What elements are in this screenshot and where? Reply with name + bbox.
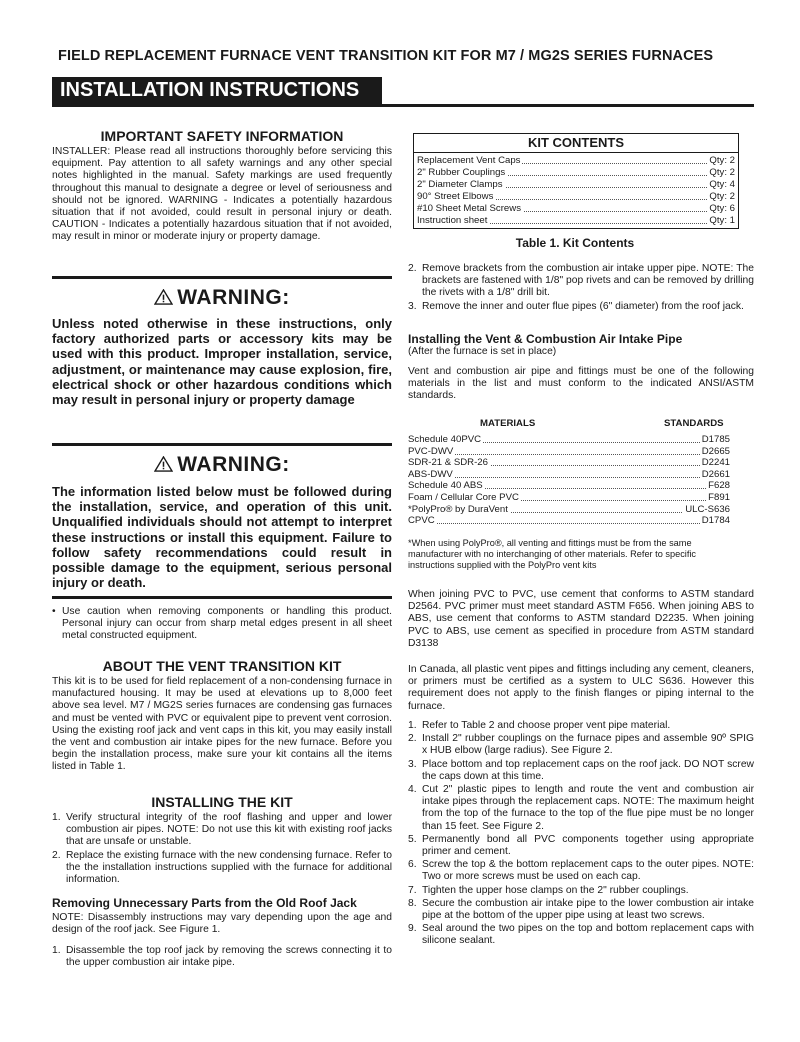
list-item	[408, 898, 754, 922]
material-row	[408, 480, 730, 491]
kit-item-qty: Qty: 2	[709, 167, 735, 178]
safety-body: INSTALLER: Please read all instructions thoroughly before servicing this equipment. Pay attention to all safety warnings and any other special notes highlighted in the manual. Safety markings are used frequently throughout this manual to designate a degree or level of seriousness and should not be ignored. WARNING - Indicates a potentially hazardous situation that if not avoided, could result in personal injury or death. CAUTION - Indicates a potentially hazardous situation that if not avoided, may result in minor or moderate injury or property damage.	[52, 146, 392, 243]
material-row	[408, 446, 730, 457]
installing-steps	[52, 812, 392, 887]
kit-item-name: Instruction sheet	[417, 215, 488, 226]
kit-item-row	[417, 179, 735, 191]
material-name: *PolyPro® by DuraVent	[408, 503, 508, 515]
step-number: 5.	[408, 833, 417, 845]
about-body: This kit is to be used for field replacement of a non-condensing furnace in manufactured housing. It may be used at elevations up to 8,000 feet above sea level. M7 / MG2S series furnaces are condensing gas furnaces and must be vented with PVC or equivalent pipe to prevent vent corrosion. Using the existing roof jack and vent caps in this kit, you may easily install the vent and combustion air intake pipes for the new furnace. Before you begin the installation process, make sure your kit contains all the items listed in Table 1.	[52, 676, 392, 773]
kit-item-name: #10 Sheet Metal Screws	[417, 203, 521, 214]
step-text: Tighten the upper hose clamps on the 2" rubber couplings.	[422, 884, 689, 896]
installing-title: INSTALLING THE KIT	[151, 794, 293, 810]
warning1-rule	[52, 276, 392, 279]
material-standard: D2661	[701, 468, 730, 480]
removing-title: Removing Unnecessary Parts from the Old Roof Jack	[52, 896, 357, 910]
kit-contents-rows	[414, 153, 738, 227]
table1-caption: Table 1. Kit Contents	[515, 236, 635, 250]
material-row	[408, 492, 730, 503]
warning2-rule	[52, 443, 392, 446]
step-number: 6.	[408, 859, 417, 871]
kit-item-row	[417, 215, 735, 227]
step-number: 2.	[408, 263, 417, 274]
step-number: 9.	[408, 923, 417, 935]
material-standard: F891	[708, 492, 730, 503]
kit-item-row	[417, 191, 735, 203]
list-item	[408, 885, 754, 897]
material-standard: D2241	[701, 457, 730, 469]
step-number: 8.	[408, 897, 417, 909]
step-number: 4.	[408, 784, 417, 796]
material-name: Schedule 40PVC	[408, 434, 482, 445]
step-text: Secure the combustion air intake pipe to the lower combustion air intake pipe at the bottom of the upper pipe using at least two screws.	[422, 897, 754, 922]
kit-item-qty: Qty: 1	[709, 215, 735, 226]
kit-item-name: 2" Diameter Clamps	[417, 179, 503, 190]
caution-bullet-text: Use caution when removing components or handling this product. Personal injury can occur from sharp metal edges present in all sheet metal constructed equipment.	[62, 606, 392, 642]
warning1-heading	[52, 286, 392, 310]
material-standard: D1785	[701, 434, 730, 445]
step-text: Permanently bond all PVC components together using appropriate primer and cement.	[422, 833, 754, 858]
materials-header: MATERIALS	[480, 418, 536, 429]
document-title: FIELD REPLACEMENT FURNACE VENT TRANSITION KIT FOR M7 / MG2S SERIES FURNACES	[58, 48, 714, 64]
step-text: Remove brackets from the combustion air intake upper pipe. NOTE: The brackets are fastened with 1/8" pop rivets and can be removed by drilling the rivets with a 1/8" drill bit.	[422, 263, 754, 299]
about-title: ABOUT THE VENT TRANSITION KIT	[102, 658, 342, 674]
step-number: 3.	[408, 758, 417, 770]
list-item	[408, 834, 754, 858]
removing-note: NOTE: Disassembly instructions may vary depending upon the age and design of the roof jack. See Figure 1.	[52, 912, 392, 936]
list-item	[52, 812, 392, 849]
list-item	[408, 923, 754, 947]
step-number: 1.	[52, 945, 61, 956]
step-number: 3.	[408, 300, 417, 312]
step-number: 1.	[408, 720, 417, 731]
step-number: 2.	[408, 733, 417, 745]
warning-triangle-icon	[154, 456, 173, 472]
list-item	[408, 859, 754, 883]
step-text: Disassemble the top roof jack by removing the screws connecting it to the upper combustion air intake pipe.	[66, 945, 392, 969]
step-text: Verify structural integrity of the roof flashing and upper and lower combustion air pipes. NOTE: Do not use this kit with existing roof jacks that are unsafe or unstable.	[66, 812, 392, 848]
step-text: Replace the existing furnace with the new condensing furnace. Refer to the the installation instructions supplied with the furnace for additional information.	[66, 849, 392, 886]
removal-steps-continued	[408, 263, 754, 314]
warning-triangle-icon	[154, 289, 173, 305]
material-name: SDR-21 & SDR-26	[408, 457, 488, 469]
material-name: Schedule 40 ABS	[408, 480, 483, 492]
step-text: Seal around the two pipes on the top and bottom replacement caps with silicone sealant.	[422, 923, 754, 947]
warning2-heading	[52, 453, 392, 477]
material-standard: D2665	[701, 445, 730, 457]
material-name: CPVC	[408, 515, 435, 527]
step-text: Install 2" rubber couplings on the furnace pipes and assemble 90º SPIG x HUB elbow (large radius). See Figure 2.	[422, 733, 754, 757]
final-steps	[408, 720, 754, 949]
list-item	[52, 945, 392, 969]
step-text: Refer to Table 2 and choose proper vent pipe material.	[422, 720, 671, 731]
warning2-bottom-rule	[52, 596, 392, 599]
step-text: Screw the top & the bottom replacement caps to the outer pipes. NOTE: Two or more screws must be used on each cap.	[422, 859, 754, 883]
step-text: Place bottom and top replacement caps on the roof jack. DO NOT screw the caps down at this time.	[422, 758, 754, 782]
list-item	[408, 301, 754, 313]
polypro-footnote: *When using PolyPro®, all venting and fittings must be from the same manufacturer with no interchanging of other materials. Refer to specific instructions supplied with the PolyPro vent kits	[408, 538, 697, 570]
material-row	[408, 515, 730, 526]
material-standard: D1784	[701, 515, 730, 527]
warning1-body: Unless noted otherwise in these instructions, only factory authorized parts or accessory kits may be used with this product. Improper installation, service, adjustment, or maintenance may cause explosion, fire, electrical shock or other hazardous conditions which may result in personal injury or property damage	[52, 316, 392, 408]
standards-header: STANDARDS	[664, 418, 724, 429]
installation-banner: INSTALLATION INSTRUCTIONS	[52, 77, 382, 104]
bullet-icon: •	[52, 606, 56, 617]
kit-item-qty: Qty: 4	[709, 179, 735, 190]
kit-item-qty: Qty: 6	[709, 203, 735, 214]
kit-item-qty: Qty: 2	[709, 155, 735, 166]
material-name: PVC-DWV	[408, 445, 454, 457]
warning1-title: WARNING:	[177, 286, 290, 309]
canada-text: In Canada, all plastic vent pipes and fittings including any cement, cleaners, or primers must be certified as a system to ULC S636. However this requirement does not apply to the finish flanges or piping internal to the furnace.	[408, 664, 754, 712]
material-name: ABS-DWV	[408, 468, 453, 480]
kit-item-row	[417, 167, 735, 179]
caution-bullet	[52, 606, 392, 643]
list-item	[408, 759, 754, 783]
vent-install-subtitle: (After the furnace is set in place)	[408, 346, 557, 357]
warning2-title: WARNING:	[177, 453, 290, 476]
material-standard: ULC-S636	[685, 503, 730, 515]
kit-contents-table	[413, 133, 739, 229]
step-text: Remove the inner and outer flue pipes (6" diameter) from the roof jack.	[422, 300, 744, 312]
removing-steps	[52, 945, 392, 970]
material-row	[408, 504, 730, 515]
kit-item-name: 90° Street Elbows	[417, 191, 494, 202]
kit-item-name: 2" Rubber Couplings	[417, 167, 506, 178]
kit-item-qty: Qty: 2	[709, 191, 735, 202]
vent-install-title: Installing the Vent & Combustion Air Intake Pipe	[408, 332, 683, 346]
step-number: 7.	[408, 884, 417, 896]
banner-divider	[52, 104, 754, 107]
safety-title: IMPORTANT SAFETY INFORMATION	[100, 128, 344, 144]
step-number: 2.	[52, 849, 61, 861]
warning2-body: The information listed below must be followed during the installation, service, and operation of this unit. Unqualified individuals should not attempt to interpret these instructions or install this equipment. Failure to follow safety recommendations could result in possible damage to the equipment, serious personal injury or death.	[52, 484, 392, 591]
step-number: 1.	[52, 812, 61, 823]
vent-install-body: Vent and combustion air pipe and fittings must be one of the following materials in the list and must conform to the indicated ANSI/ASTM standards.	[408, 366, 754, 402]
list-item	[408, 784, 754, 833]
kit-contents-title: KIT CONTENTS	[414, 134, 738, 153]
kit-item-name: Replacement Vent Caps	[417, 155, 521, 166]
list-item	[408, 720, 754, 732]
material-row	[408, 434, 730, 445]
list-item	[408, 733, 754, 757]
material-standard: F628	[708, 480, 730, 492]
list-item	[52, 850, 392, 887]
joining-text: When joining PVC to PVC, use cement that conforms to ASTM standard D2564. PVC primer must meet standard ASTM F656. When joining ABS to ABS, use cement that conforms to ASTM standard D2235. When joining PVC to ABS, use cement as specified in procedure from ASTM standard D3138	[408, 589, 754, 649]
kit-item-row	[417, 203, 735, 215]
kit-item-row	[417, 155, 735, 167]
material-name: Foam / Cellular Core PVC	[408, 492, 519, 503]
material-row	[408, 469, 730, 480]
material-row	[408, 457, 730, 468]
step-text: Cut 2" plastic pipes to length and route the vent and combustion air intake pipes through the replacement caps. NOTE: The maximum height from the top of the furnace to the top of the flue pipe must be no longer than 15 feet. See Figure 2.	[422, 784, 754, 832]
list-item	[408, 263, 754, 300]
